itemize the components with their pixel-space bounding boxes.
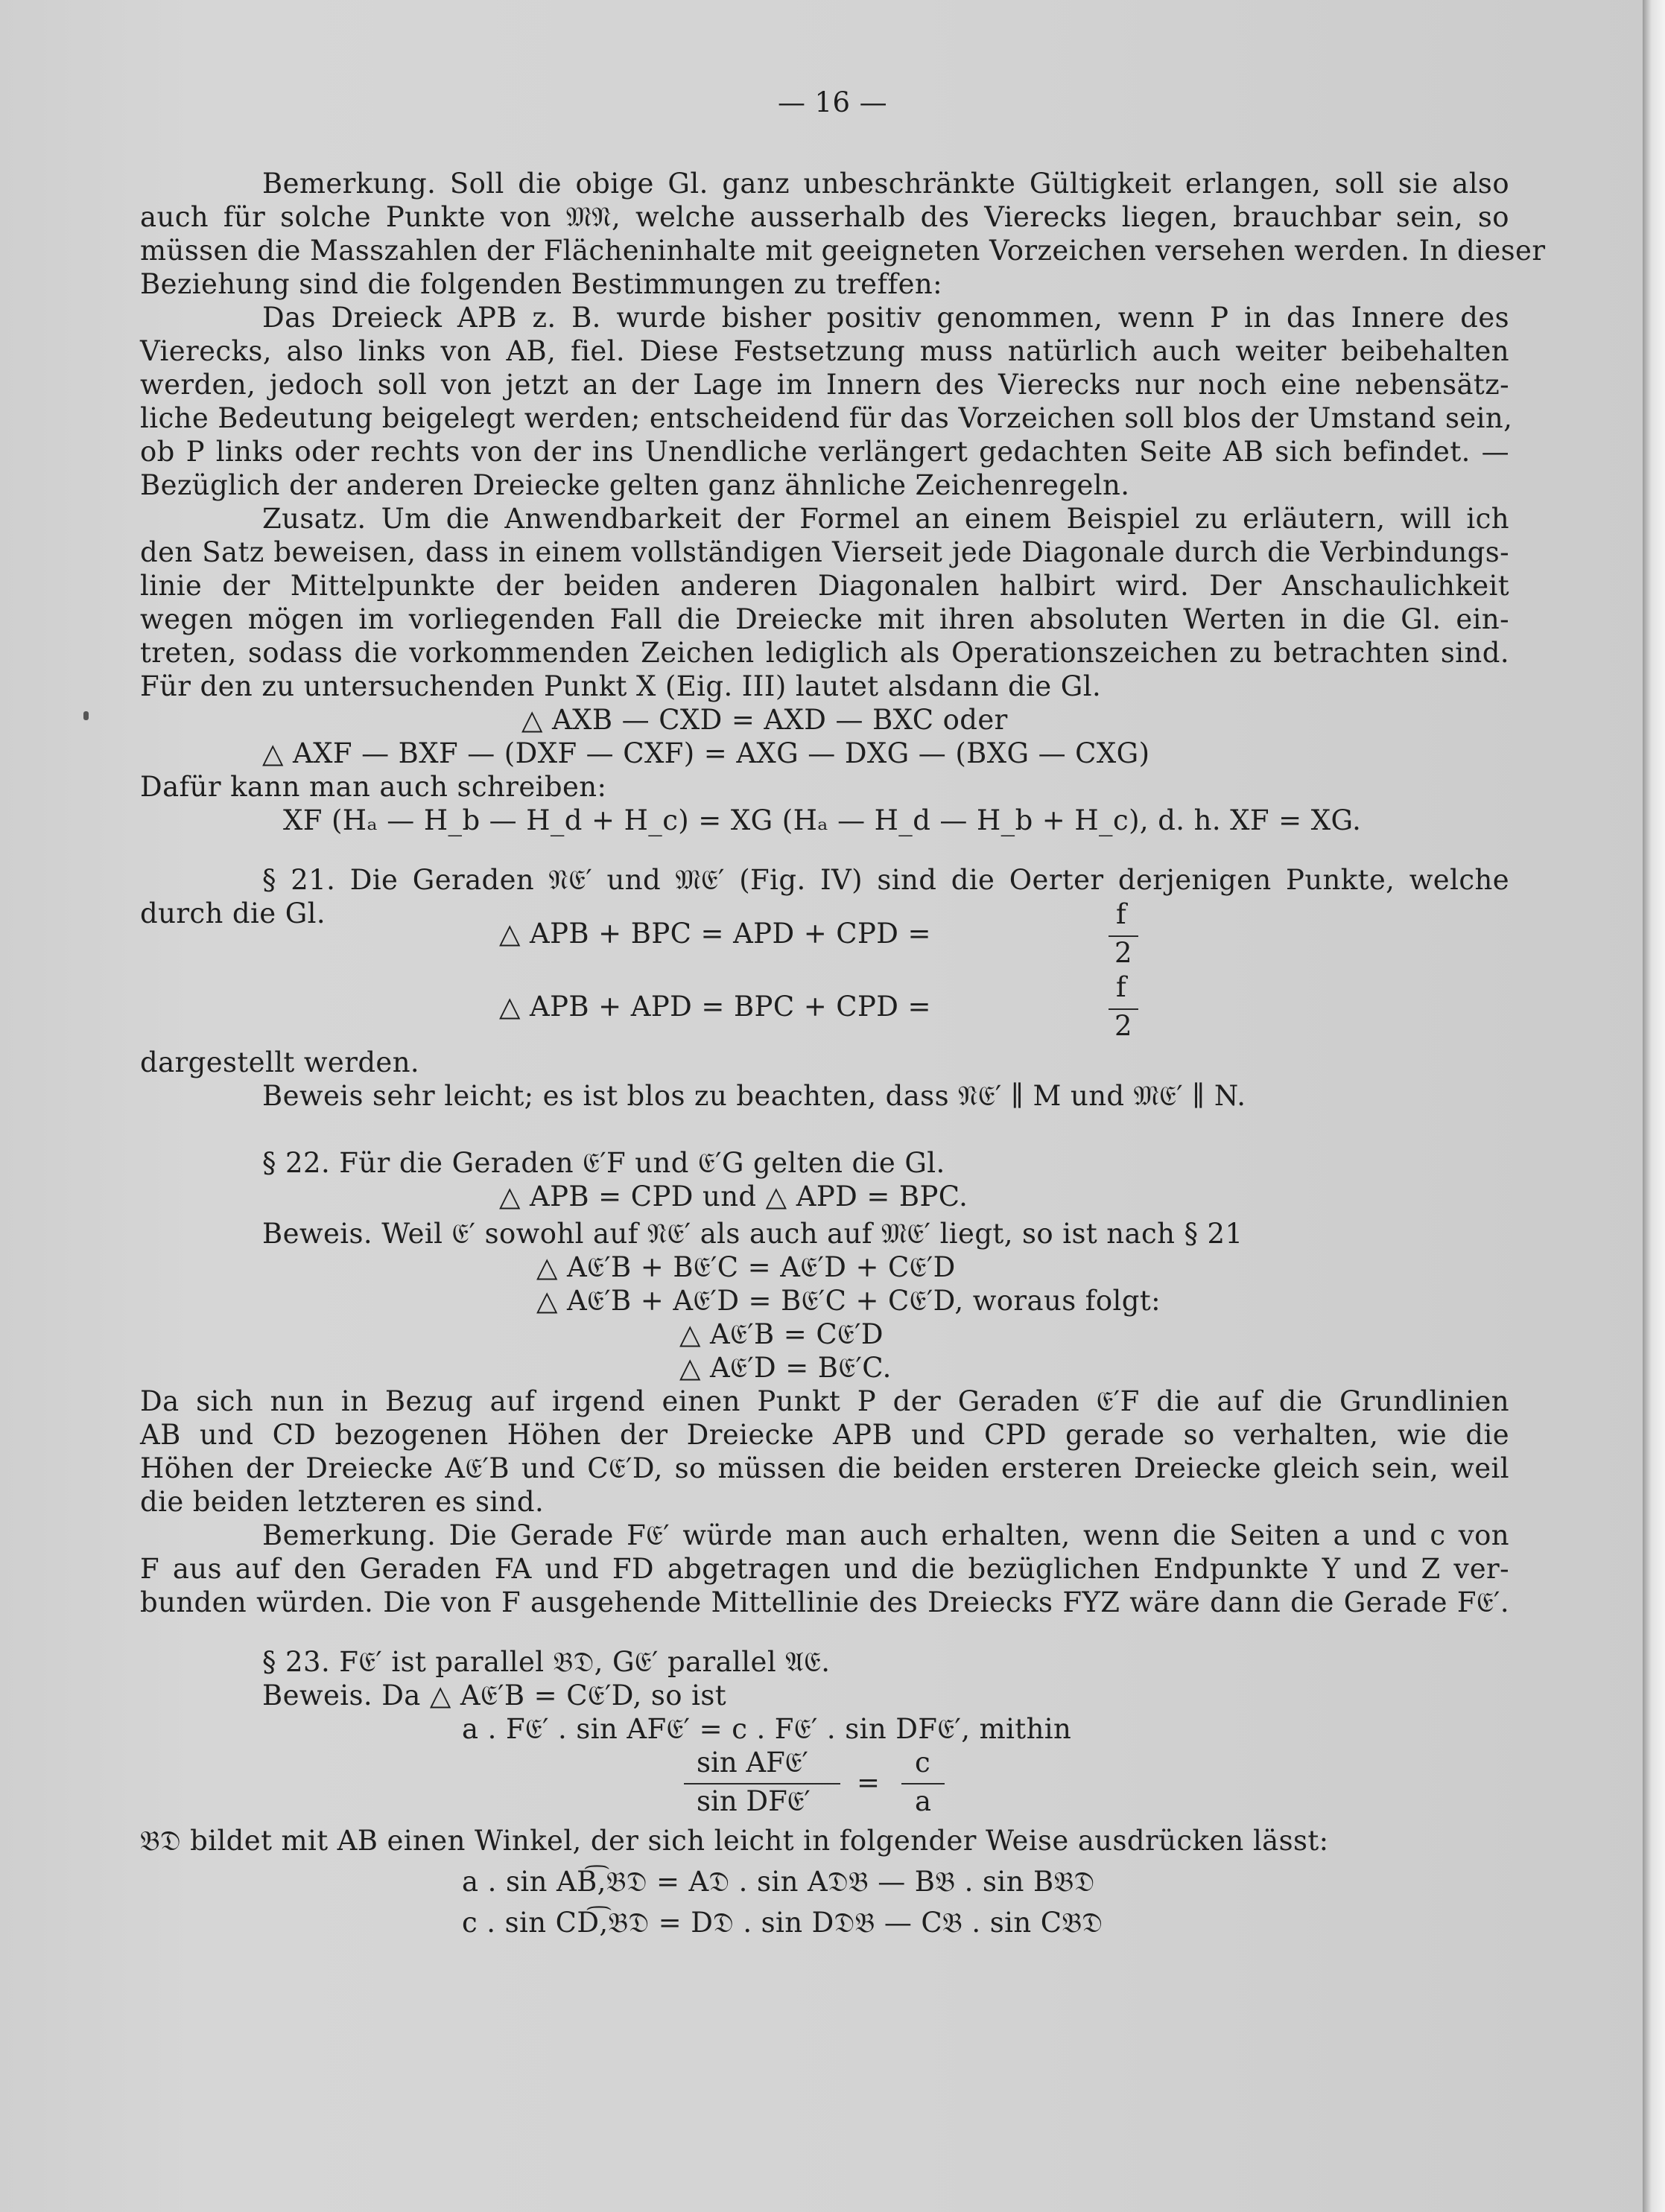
page-edge	[1643, 0, 1665, 2212]
text-line: dargestellt werden.	[140, 1046, 420, 1078]
text-line: Beweis sehr leicht; es ist blos zu beachten, dass 𝔑𝔈′ ∥ M und 𝔐𝔈′ ∥ N.	[262, 1080, 1246, 1112]
equation: △ A𝔈′D = B𝔈′C.	[679, 1352, 892, 1384]
text-line: 𝔅𝔇 bildet mit AB einen Winkel, der sich leicht in folgender Weise ausdrücken lässt:	[140, 1825, 1329, 1857]
text-line: Zusatz. Um die Anwendbarkeit der Formel an einem Beispiel zu erläutern, will ich	[262, 503, 1509, 535]
text-line: F aus auf den Geraden FA und FD abgetragen und die bezüglichen Endpunkte Y und Z ver-	[140, 1553, 1509, 1585]
section-heading-22: § 22. Für die Geraden 𝔈′F und 𝔈′G gelten die Gl.	[262, 1147, 945, 1179]
text-line: ob P links oder rechts von der ins Unendliche verlängert gedachten Seite AB sich befindet. —	[140, 436, 1509, 468]
equation: a . sin AB͡,𝔅𝔇 = A𝔇 . sin A𝔇𝔅 — B𝔅 . sin B𝔅𝔇	[462, 1866, 1095, 1898]
equation: △ AXF — BXF — (DXF — CXF) = AXG — DXG — (BXG — CXG)	[262, 737, 1150, 769]
page-number: — 16 —	[777, 86, 887, 118]
fraction-denominator: a	[915, 1785, 932, 1817]
text-line: Da sich nun in Bezug auf irgend einen Punkt P der Geraden 𝔈′F die auf die Grundlinien	[140, 1385, 1509, 1417]
fraction-numerator: c	[915, 1747, 930, 1779]
ink-blot	[83, 711, 89, 720]
text-line: Beweis. Da △ A𝔈′B = C𝔈′D, so ist	[262, 1679, 726, 1712]
text-line: Dafür kann man auch schreiben:	[140, 771, 607, 803]
text-line: bunden würden. Die von F ausgehende Mittellinie des Dreiecks FYZ wäre dann die Gerade F𝔈′.	[140, 1586, 1509, 1618]
text-line: AB und CD bezogenen Höhen der Dreiecke APB und CPD gerade so verhalten, wie die	[140, 1419, 1509, 1451]
text-line: auch für solche Punkte von 𝔐𝔑, welche ausserhalb des Vierecks liegen, brauchbar sein, so	[140, 201, 1509, 233]
equation: XF (Hₐ — H_b — H_d + H_c) = XG (Hₐ — H_d — H_b + H_c), d. h. XF = XG.	[283, 804, 1362, 836]
equation: △ APB + APD = BPC + CPD =	[499, 991, 931, 1023]
equation: △ A𝔈′B + A𝔈′D = B𝔈′C + C𝔈′D, woraus folgt:	[536, 1285, 1161, 1317]
text-line: Bemerkung. Soll die obige Gl. ganz unbeschränkte Gültigkeit erlangen, soll sie also	[262, 168, 1509, 200]
text-line: Das Dreieck APB z. B. wurde bisher positiv genommen, wenn P in das Innere des	[262, 302, 1509, 334]
fraction-denominator: sin DF𝔈′	[697, 1785, 811, 1817]
text-line: wegen mögen im vorliegenden Fall die Dreiecke mit ihren absoluten Werten in die Gl. ein-	[140, 603, 1509, 635]
text-line: die beiden letzteren es sind.	[140, 1486, 545, 1518]
text-line: Höhen der Dreiecke A𝔈′B und C𝔈′D, so müssen die beiden ersteren Dreiecke gleich sein, weil	[140, 1452, 1509, 1484]
equation: △ APB + BPC = APD + CPD =	[499, 918, 931, 950]
text-line: treten, sodass die vorkommenden Zeichen lediglich als Operationszeichen zu betrachten sind.	[140, 637, 1509, 669]
section-heading-21: § 21. Die Geraden 𝔑𝔈′ und 𝔐𝔈′ (Fig. IV) sind die Oerter derjenigen Punkte, welche	[262, 864, 1509, 896]
text-line: Beweis. Weil 𝔈′ sowohl auf 𝔑𝔈′ als auch auf 𝔐𝔈′ liegt, so ist nach § 21	[262, 1218, 1243, 1250]
section-heading-23: § 23. F𝔈′ ist parallel 𝔅𝔇, G𝔈′ parallel 𝔄𝔈.	[262, 1646, 831, 1678]
fraction-numerator: f	[1116, 898, 1126, 930]
text-line: Vierecks, also links von AB, fiel. Diese Festsetzung muss natürlich auch weiter beibehalten	[140, 335, 1509, 367]
equation: a . F𝔈′ . sin AF𝔈′ = c . F𝔈′ . sin DF𝔈′, mithin	[462, 1713, 1072, 1745]
fraction-bar	[901, 1783, 945, 1784]
text-line: durch die Gl.	[140, 897, 326, 929]
text-line: Bezüglich der anderen Dreiecke gelten ganz ähnliche Zeichenregeln.	[140, 469, 1130, 501]
text-line: müssen die Masszahlen der Flächeninhalte mit geeigneten Vorzeichen versehen werden. In dieser	[140, 235, 1546, 267]
fraction-denominator: 2	[1114, 1010, 1132, 1042]
text-line: liche Bedeutung beigelegt werden; entscheidend für das Vorzeichen soll blos der Umstand sein,	[140, 402, 1513, 434]
fraction-numerator: sin AF𝔈′	[697, 1747, 808, 1779]
equation: △ AXB — CXD = AXD — BXC oder	[521, 704, 1008, 736]
text-line: Für den zu untersuchenden Punkt X (Eig. III) lautet alsdann die Gl.	[140, 670, 1102, 702]
equals-sign: =	[857, 1767, 881, 1799]
equation: △ A𝔈′B + B𝔈′C = A𝔈′D + C𝔈′D	[536, 1251, 956, 1283]
fraction-numerator: f	[1116, 971, 1126, 1003]
fraction-bar	[684, 1783, 840, 1784]
fraction-denominator: 2	[1114, 937, 1132, 969]
text-line: den Satz beweisen, dass in einem vollständigen Vierseit jede Diagonale durch die Verbindungs-	[140, 536, 1509, 568]
text-line: Beziehung sind die folgenden Bestimmungen zu treffen:	[140, 268, 943, 300]
equation: △ APB = CPD und △ APD = BPC.	[499, 1180, 968, 1213]
text-line: werden, jedoch soll von jetzt an der Lage im Innern des Vierecks nur noch eine nebensätz-	[140, 369, 1509, 401]
text-line: linie der Mittelpunkte der beiden anderen Diagonalen halbirt wird. Der Anschaulichkeit	[140, 570, 1509, 602]
equation: c . sin CD͡,𝔅𝔇 = D𝔇 . sin D𝔇𝔅 — C𝔅 . sin C𝔅𝔇	[462, 1907, 1103, 1939]
text-line: Bemerkung. Die Gerade F𝔈′ würde man auch erhalten, wenn die Seiten a und c von	[262, 1519, 1509, 1551]
equation: △ A𝔈′B = C𝔈′D	[679, 1318, 884, 1350]
